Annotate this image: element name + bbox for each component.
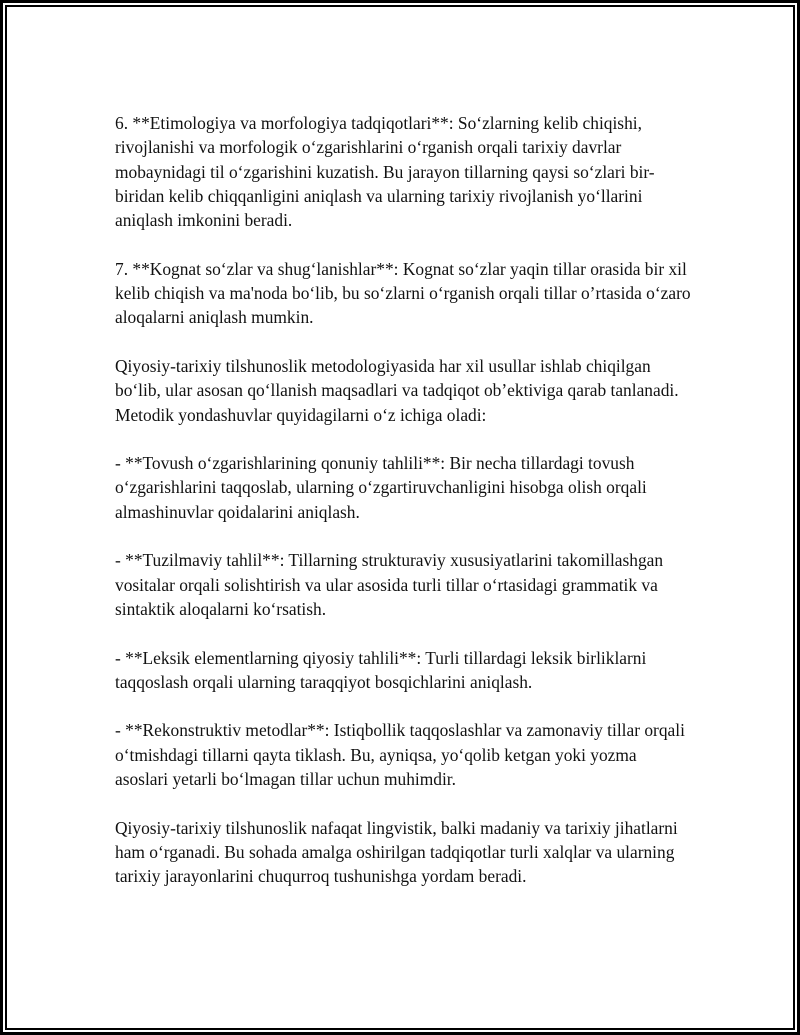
bullet-rekonstruktiv-metodlar: - **Rekonstruktiv metodlar**: Istiqbollik taqqoslashlar va zamonaviy tillar orqali o‘tmishdagi tillarni qayta tiklash. Bu, ayniqsa, yo‘qolib ketgan yoki yozma asoslari yetarli bo‘lmagan tillar uchun muhimdir. [115, 720, 685, 790]
bullet-tuzilmaviy-tahlil: - **Tuzilmaviy tahlil**: Tillarning strukturaviy xususiyatlarini takomillashgan vositalar orqali solishtirish va ular asosida turli tillar o‘rtasidagi grammatik va sintaktik aloqalarni ko‘rsatish. [115, 550, 664, 619]
paragraph-item-6-etimologiya: 6. **Etimologiya va morfologiya tadqiqotlari**: So‘zlarning kelib chiqishi, rivojlanishi va morfologik o‘zgarishlarini o‘rganish orqali tarixiy davrlar mobaynidagi til o‘zgarishini kuzatish. Bu jarayon tillarning qaysi so‘zlari bir-biridan kelib chiqqanligini aniqlash va ularning tarixiy rivojlanish yo‘llarini aniqlash imkonini beradi. [115, 113, 655, 231]
paragraph-methodology-intro: Qiyosiy-tarixiy tilshunoslik metodologiyasida har xil usullar ishlab chiqilgan bo‘lib, ular asosan qo‘llanish maqsadlari va tadqiqot ob’ektiviga qarab tanlanadi. Metodik yondashuvlar quyidagilarni o‘z ichiga oladi: [115, 355, 679, 425]
bullet-tovush-tahlili: - **Tovush o‘zgarishlarining qonuniy tahlili**: Bir necha tillardagi tovush o‘zgarishlarini taqqoslab, ularning o‘zgartiruvchanligini hisobga olish orqali almashinuvlar qoidalarini aniqlash. [115, 453, 647, 522]
paragraph-item-7-kognat: 7. **Kognat so‘zlar va shug‘lanishlar**: Kognat so‘zlar yaqin tillar orasida bir xil kelib chiqish va ma'noda bo‘lib, bu so‘zlarni o‘rganish orqali tillar o’rtasida o‘zaro aloqalarni aniqlash mumkin. [115, 258, 691, 328]
page-border-frame [5, 5, 795, 1030]
document-text-block [7, 7, 793, 1028]
bullet-leksik-tahlil: - **Leksik elementlarning qiyosiy tahlili**: Turli tillardagi leksik birliklarni taqqoslash orqali ularning taraqqiyot bosqichlarini aniqlash. [115, 647, 647, 692]
paragraph-conclusion: Qiyosiy-tarixiy tilshunoslik nafaqat lingvistik, balki madaniy va tarixiy jihatlarni ham o‘rganadi. Bu sohada amalga oshirilgan tadqiqotlar turli xalqlar va ularning tarixiy jarayonlarini chuqurroq tushunishga yordam beradi. [115, 817, 678, 887]
